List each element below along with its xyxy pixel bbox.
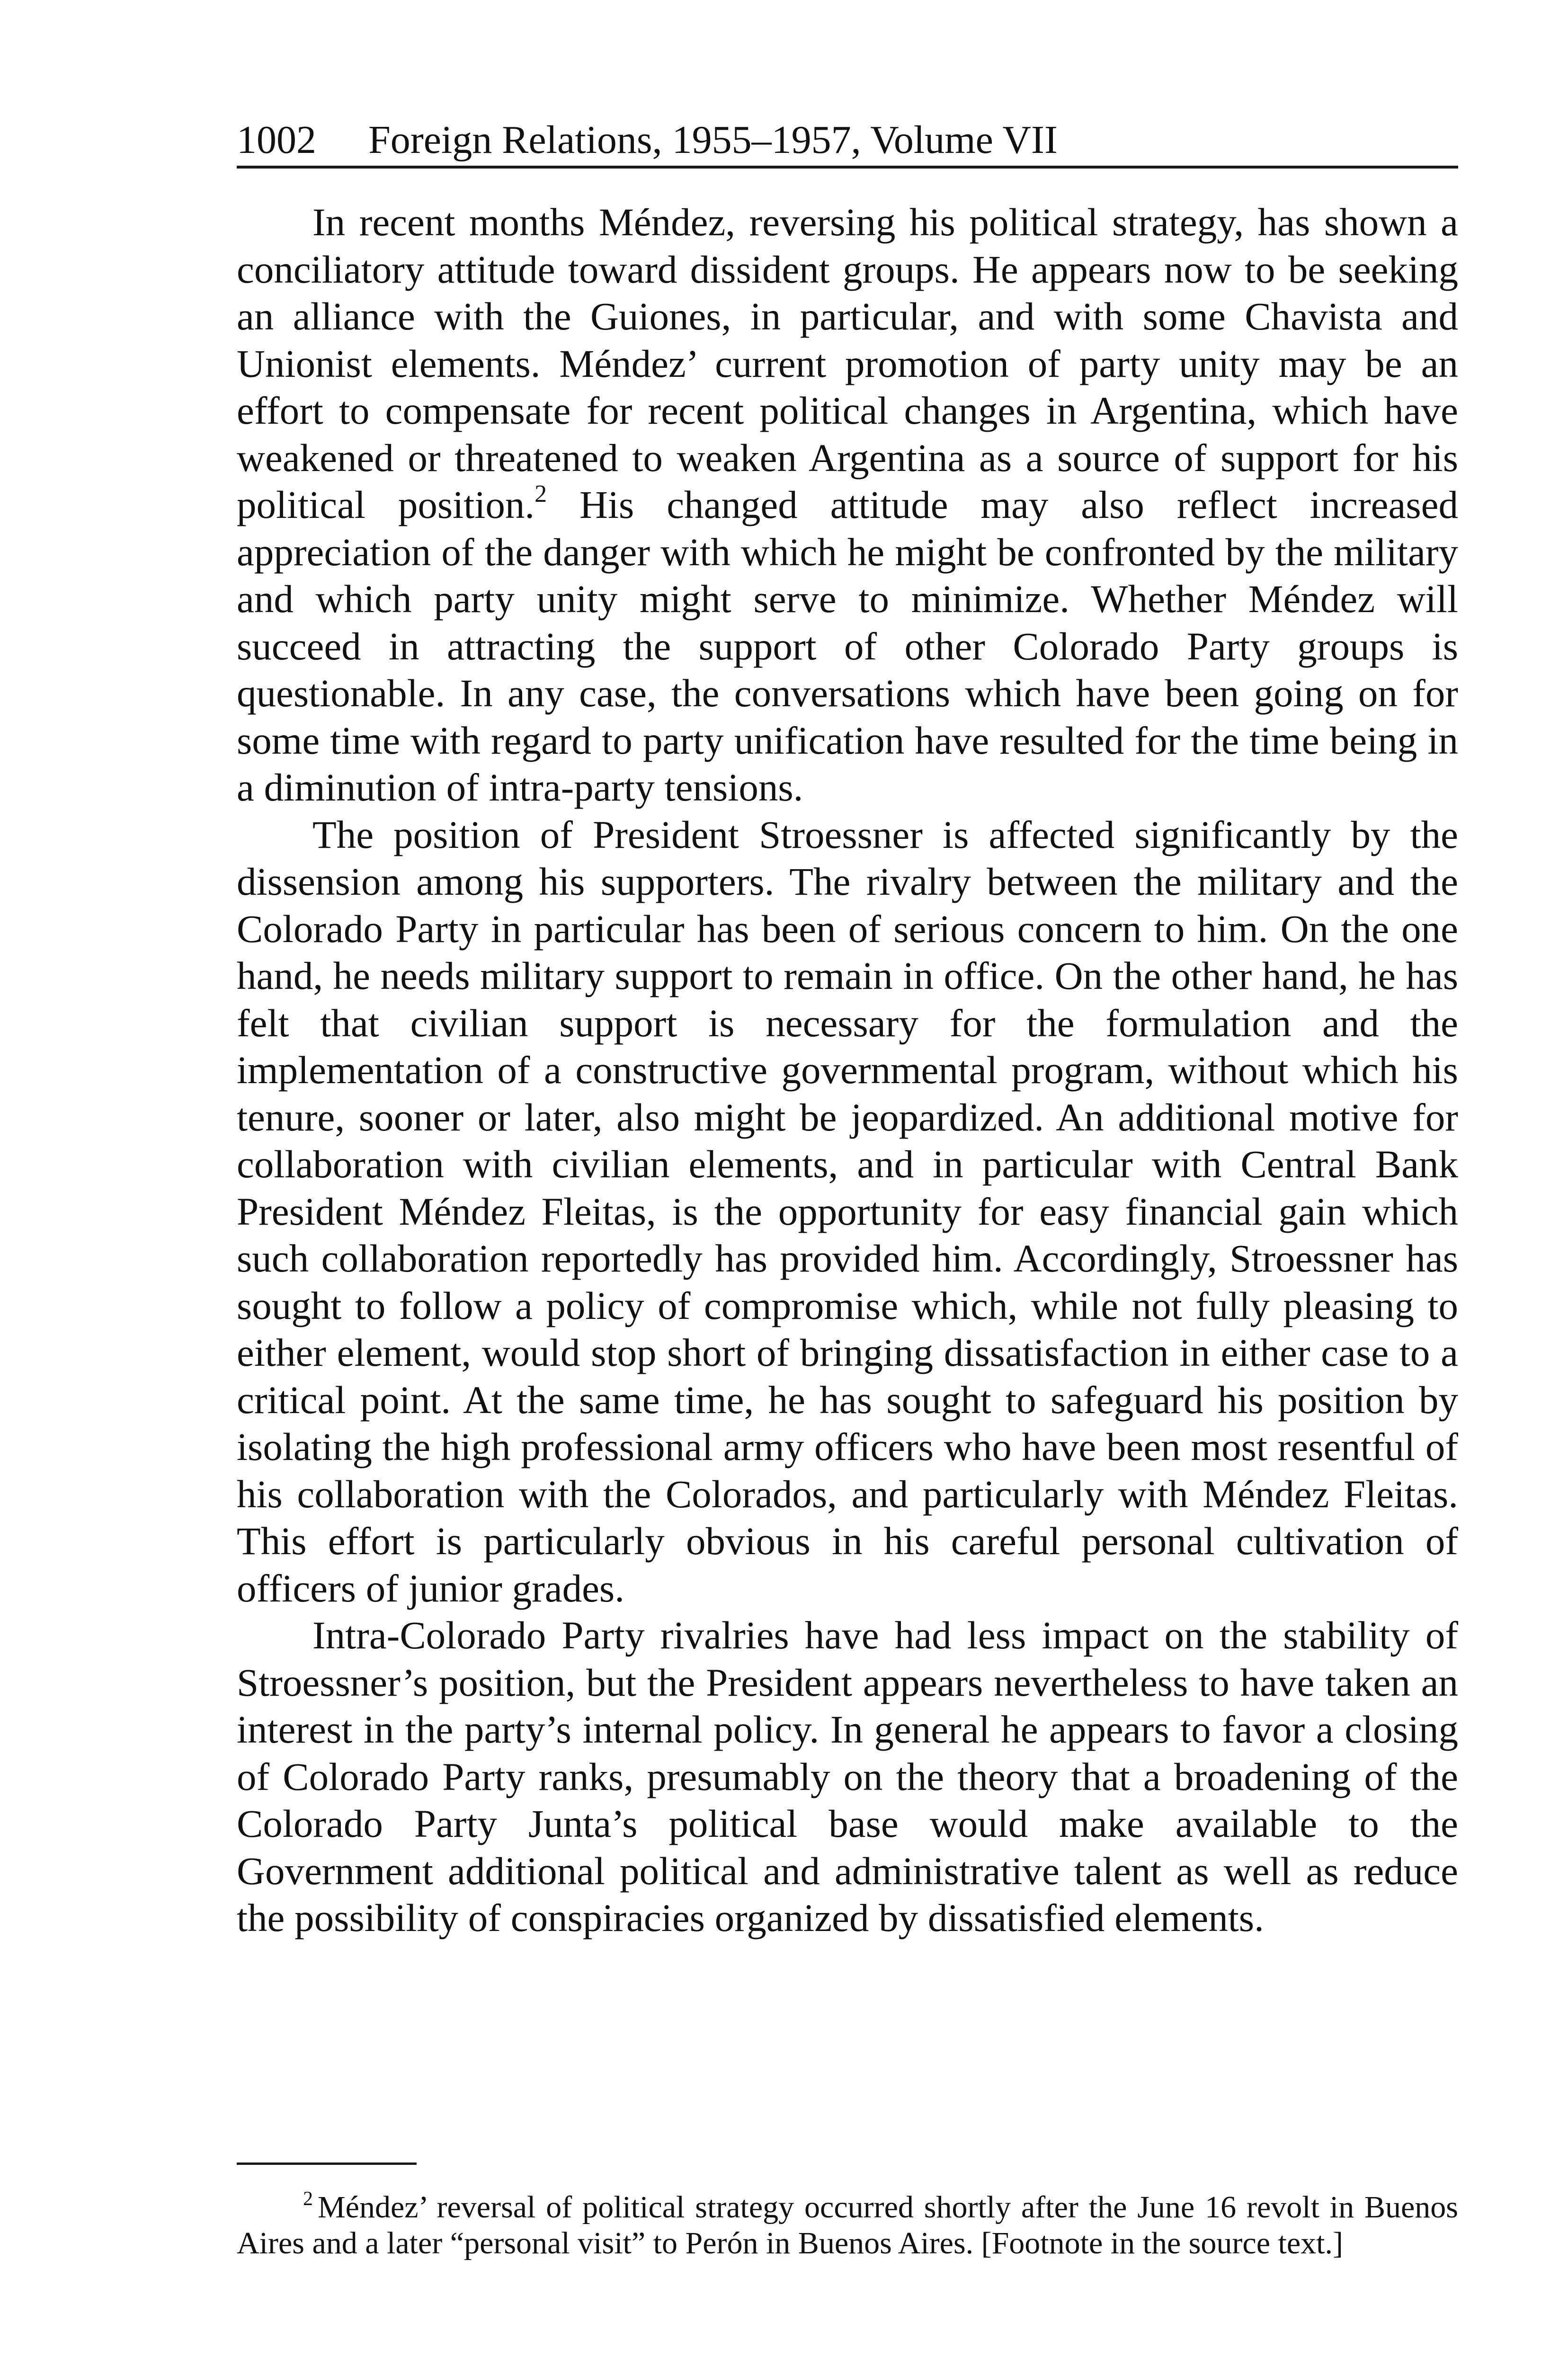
running-header [237, 117, 1458, 169]
paragraph-stroessner-position: The position of President Stroessner is affected significantly by the dissension among his supporters. The rivalry between the military and the Colorado Party in particular has been of serious concern to him. On the one hand, he needs military support to remain in office. On the other hand, he has felt that civilian support is necessary for the formulation and the implementation of a constructive governmental program, without which his tenure, sooner or later, also might be jeopardized. An additional motive for collaboration with civilian elements, and in particular with Central Bank President Méndez Fleitas, is the opportunity for easy financial gain which such collaboration reportedly has provided him. Accordingly, Stroessner has sought to follow a policy of compromise which, while not fully pleasing to either element, would stop short of bringing dissatisfaction in either case to a critical point. At the same time, he has sought to safeguard his position by isolating the high professional army officers who have been most resentful of his collaboration with the Colorados, and particularly with Méndez Fleitas. This effort is particularly obvious in his careful personal cultivation of officers of junior grades. [237, 812, 1458, 1610]
paragraph-intra-colorado-rivalries: Intra-Colorado Party rivalries have had less impact on the stability of Stroessner’s position, but the President appears nevertheless to have taken an interest in the party’s internal policy. In general he appears to favor a closing of Colorado Party ranks, presumably on the theory that a broadening of the Colorado Party Junta’s political base would make available to the Government additional political and administrative talent as well as reduce the possibility of conspiracies organized by dissatisfied elements. [237, 1613, 1458, 1940]
footnote-number: 2 [303, 2188, 313, 2210]
footnote-text: Méndez’ reversal of political strategy occurred shortly after the June 16 revolt in Buenos Aires and a later “personal visit” to Perón in Buenos Aires. [Footnote in the source text.] [237, 2190, 1458, 2260]
footnote-separator [237, 2162, 417, 2165]
paragraph-text-continued: His changed attitude may also reflect increased appreciation of the danger with which he might be confronted by the military and which party unity might serve to minimize. Whether Méndez will succeed in attracting the support of other Colorado Party groups is questionable. In any case, the conversations which have been going on for some time with regard to party unification have resulted for the time being in a diminution of intra-party tensions. [237, 483, 1458, 809]
running-title: Foreign Relations, 1955–1957, Volume VII [368, 118, 1058, 162]
body-text [237, 199, 1458, 1942]
paragraph-mendez-strategy [237, 199, 1458, 811]
paragraph-text: In recent months Méndez, reversing his political strategy, has shown a conciliatory attitude toward dissident groups. He appears now to be seeking an alliance with the Guiones, in particular, and with some Chavista and Unionist elements. Méndez’ current promotion of party unity may be an effort to compensate for recent political changes in Argentina, which have weakened or threatened to weaken Argentina as a source of support for his political position. [237, 200, 1458, 526]
footnote-reference: 2 [535, 481, 547, 507]
footnote [237, 2189, 1458, 2261]
page-number: 1002 [237, 118, 316, 162]
